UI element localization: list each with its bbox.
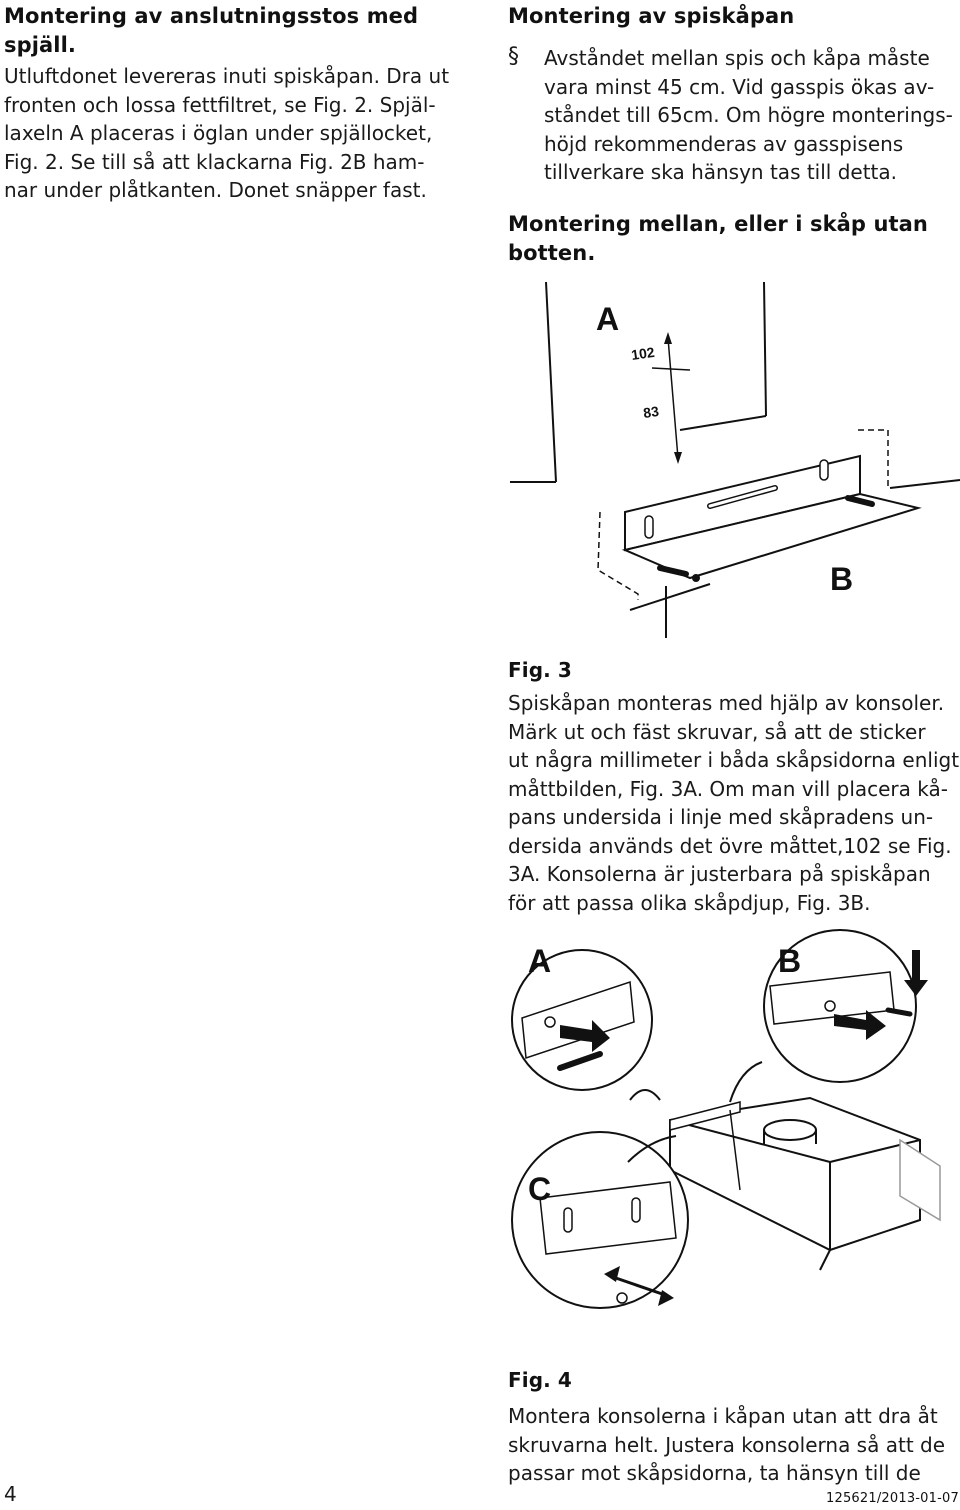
left-heading: Montering av anslutningsstos med spjäll. [4, 4, 419, 57]
section-heading-between-cabinets: Montering mellan, eller i skåp utan botten. [508, 212, 928, 265]
section-heading-mounting: Montering av spiskåpan [508, 4, 795, 28]
fig3-label-b: B [830, 561, 854, 597]
dimension-102: 102 [630, 343, 656, 363]
left-body-text: Utluftdonet levereras inuti spiskåpan. Dra ut fronten och lossa fettfiltret, se Fig. 2. Spjäl- laxeln A placeras i öglan under spjällocket, Fig. 2. Se till så att klackarna Fig. 2B ham- nar under plåtkanten. Donet snäpper fast. [4, 64, 450, 202]
fig3-description: Spiskåpan monteras med hjälp av konsoler. Märk ut och fäst skruvar, så att de sticker ut några millimeter i båda skåpsidorna enligt måttbilden, Fig. 3A. Om man vill placera kå- pans undersida i linje med skåpradens un- dersida används det övre måttet,102 se Fig. 3A. Konsolerna är justerbara på spiskåpan för att passa olika skåpdjup, Fig. 3B. [508, 691, 960, 915]
hood-unit [670, 1098, 940, 1270]
fig3-illustration [500, 280, 960, 640]
dimension-arrow [652, 332, 690, 464]
fig4-label-c: C [528, 1171, 552, 1207]
bracket-b [625, 456, 918, 582]
fig3-caption: Fig. 3 [508, 658, 572, 682]
fig4-illustration [500, 930, 960, 1350]
fig3-label-a: A [596, 301, 620, 337]
section-symbol-icon: § [508, 44, 519, 69]
circle-detail-c [512, 1132, 688, 1308]
page-number: 4 [4, 1482, 17, 1506]
fig4-label-a: A [528, 943, 552, 979]
warning-text: Avståndet mellan spis och kåpa måste vara minst 45 cm. Vid gasspis ökas av- ståndet till 65cm. Om högre monterings- höjd rekommenderas av gasspisens tillverkare ska hänsyn tas till detta. [544, 46, 953, 184]
dimension-83: 83 [642, 402, 660, 421]
fig4-label-b: B [778, 943, 802, 979]
cabinet-side-panel [510, 282, 766, 482]
document-code: 125621/2013-01-07 [826, 1491, 959, 1506]
fig4-description: Montera konsolerna i kåpan utan att dra åt skruvarna helt. Justera konsolerna så att de passar mot skåpsidorna, ta hänsyn till de [508, 1404, 946, 1485]
fig4-caption: Fig. 4 [508, 1368, 572, 1392]
